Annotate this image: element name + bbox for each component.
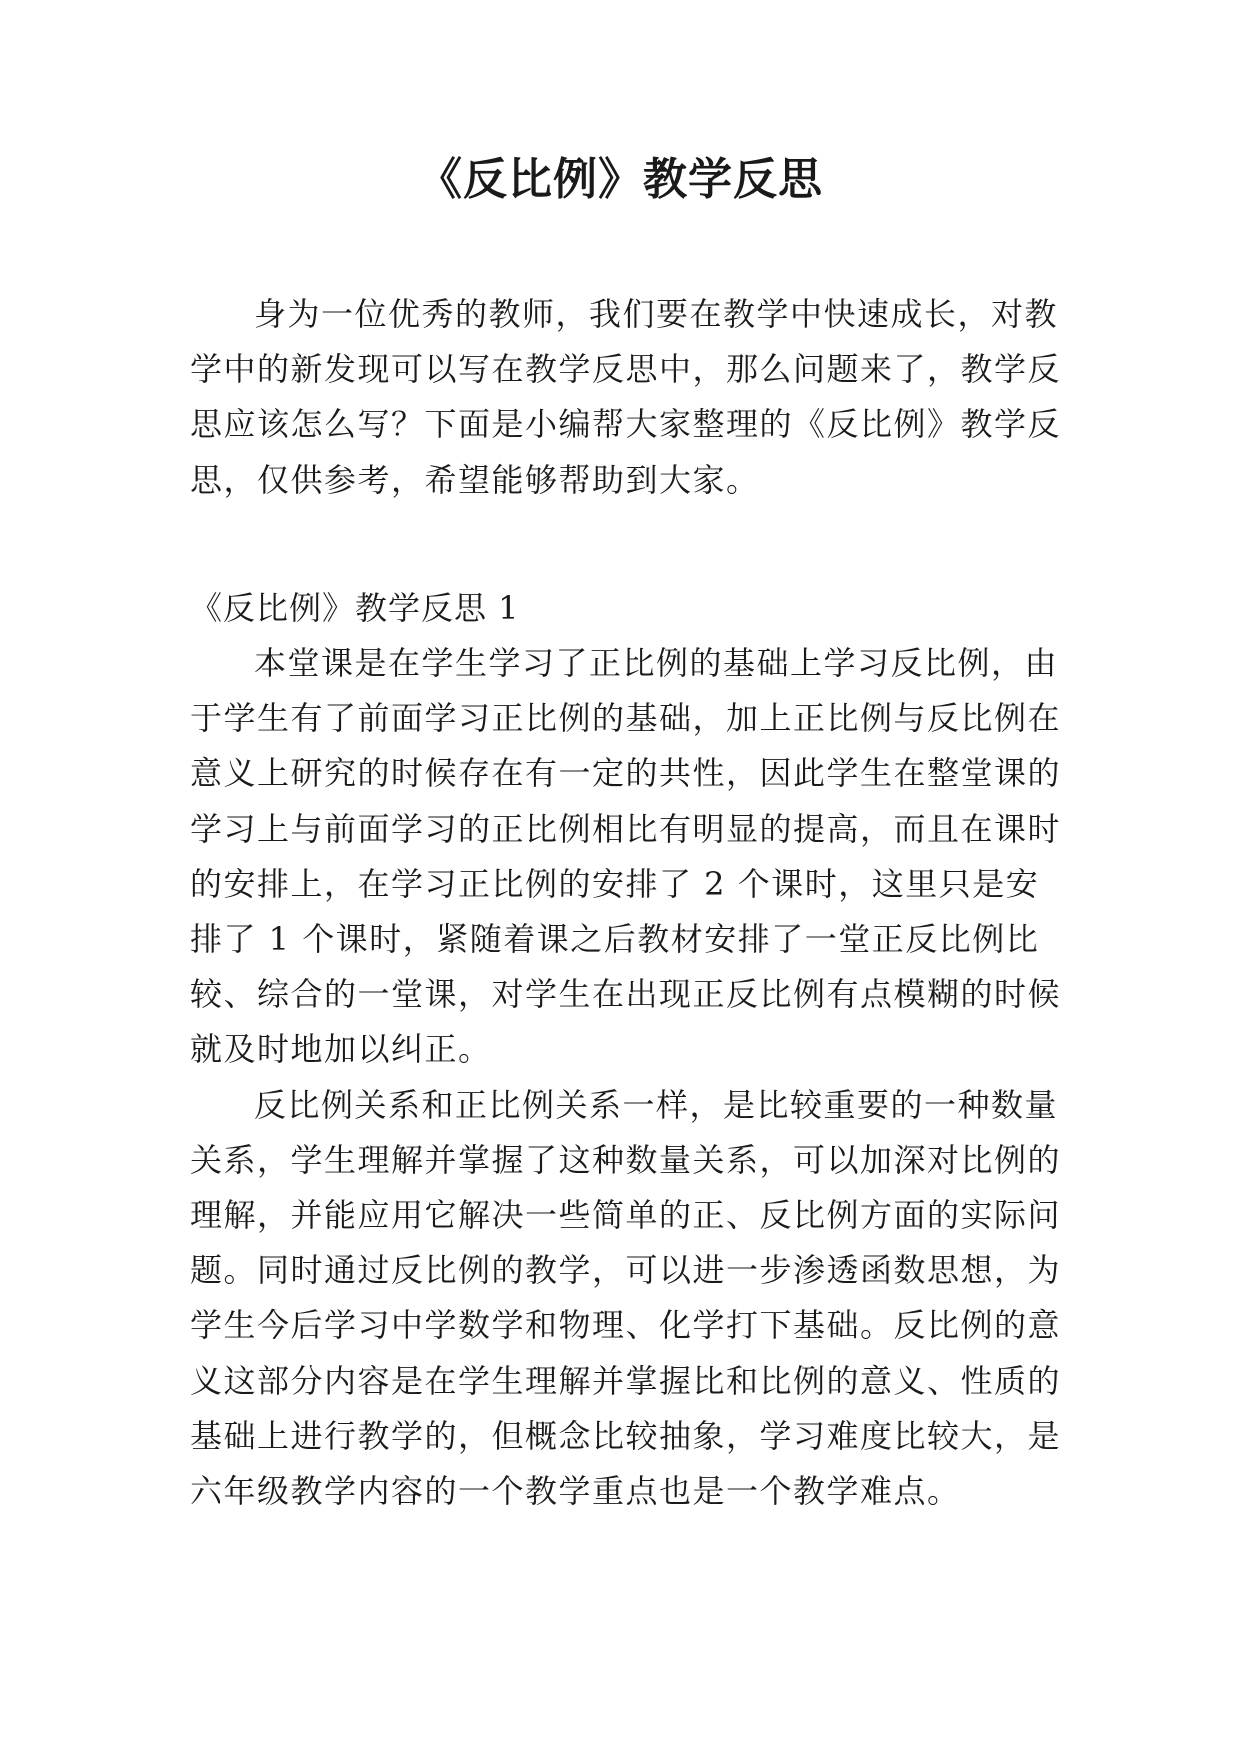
section-heading: 《反比例》教学反思 1 (190, 589, 520, 627)
body-paragraph: 本堂课是在学生学习了正比例的基础上学习反比例，由于学生有了前面学习正比例的基础，加上正比例与反比例在意义上研究的时候存在有一定的共性，因此学生在整堂课的学习上与前面学习的正比例相比有明显的提高，而且在课时的安排上，在学习正比例的安排了 2 个课时，这里只是安排了 1 个课时，紧随着课之后教材安排了一堂正反比例比较、综合的一堂课，对学生在出现正反比例有点模糊的时候就及时地加以纠正。 (190, 644, 1062, 1069)
body-paragraph: 反比例关系和正比例关系一样，是比较重要的一种数量关系，学生理解并掌握了这种数量关系，可以加深对比例的理解，并能应用它解决一些简单的正、反比例方面的实际问题。同时通过反比例的教学，可以进一步渗透函数思想，为学生今后学习中学数学和物理、化学打下基础。反比例的意义这部分内容是在学生理解并掌握比和比例的意义、性质的基础上进行教学的，但概念比较抽象，学习难度比较大，是六年级教学内容的一个教学重点也是一个教学难点。 (190, 1085, 1062, 1511)
document-title: 《反比例》教学反思 (418, 154, 823, 205)
intro-paragraph: 身为一位优秀的教师，我们要在教学中快速成长，对教学中的新发现可以写在教学反思中，那么问题来了，教学反思应该怎么写？下面是小编帮大家整理的《反比例》教学反思，仅供参考，希望能够帮助到大家。 (190, 295, 1062, 499)
section-body (190, 636, 1070, 1519)
